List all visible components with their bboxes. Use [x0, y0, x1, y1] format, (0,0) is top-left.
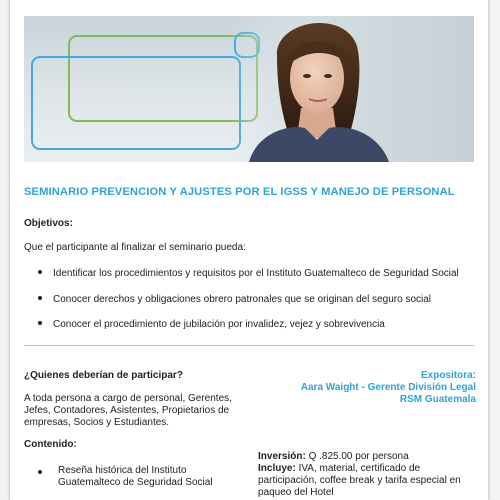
investment-value: Q .825.00 por persona [305, 451, 409, 462]
who-heading: ¿Quienes deberían de participar? [24, 370, 183, 381]
objective-text: Identificar los procedimientos y requisitos por el Instituto Guatemalteco de Seguridad Social [53, 268, 459, 279]
banner-image [24, 16, 474, 162]
objective-text: Conocer el procedimiento de jubilación por invalidez, vejez y sobrevivencia [53, 319, 385, 330]
investment-line [258, 451, 478, 463]
objective-item [38, 268, 459, 279]
speaker-heading: Expositora: [420, 370, 476, 381]
includes-label: Incluye: [258, 463, 296, 474]
speaker-company: RSM Guatemala [399, 394, 476, 405]
speaker-name: Aara Waight - Gerente División Legal [300, 382, 476, 393]
bullet-icon [38, 470, 42, 474]
includes-value: IVA, material, certificado de participación, coffee break y tarifa especial en paqueo del Hotel [258, 463, 461, 498]
content-heading: Contenido: [24, 439, 77, 450]
section-divider [24, 345, 474, 346]
objective-item [38, 319, 385, 330]
objectives-intro: Que el participante al finalizar el seminario pueda: [24, 242, 246, 253]
investment-label: Inversión: [258, 451, 306, 462]
content-item [38, 465, 238, 489]
content-item-text: Reseña histórica del Instituto Guatemalteco de Seguridad Social [58, 465, 213, 488]
objective-text: Conocer derechos y obligaciones obrero patronales que se originan del seguro social [53, 294, 432, 305]
objective-item [38, 294, 431, 305]
seminar-title: SEMINARIO PREVENCION Y AJUSTES POR EL IGSS Y MANEJO DE PERSONAL [24, 186, 455, 198]
bullet-icon [38, 270, 42, 274]
woman-portrait-illustration [229, 16, 474, 162]
banner-blue-frame [31, 56, 241, 150]
bullet-icon [38, 321, 42, 325]
who-text: A toda persona a cargo de personal, Gerentes, Jefes, Contadores, Asistentes, Propietarios de empresas, Socios y Estudiantes. [24, 393, 232, 428]
includes-line [258, 463, 478, 499]
bullet-icon [38, 296, 42, 300]
objectives-heading: Objetivos: [24, 218, 73, 229]
